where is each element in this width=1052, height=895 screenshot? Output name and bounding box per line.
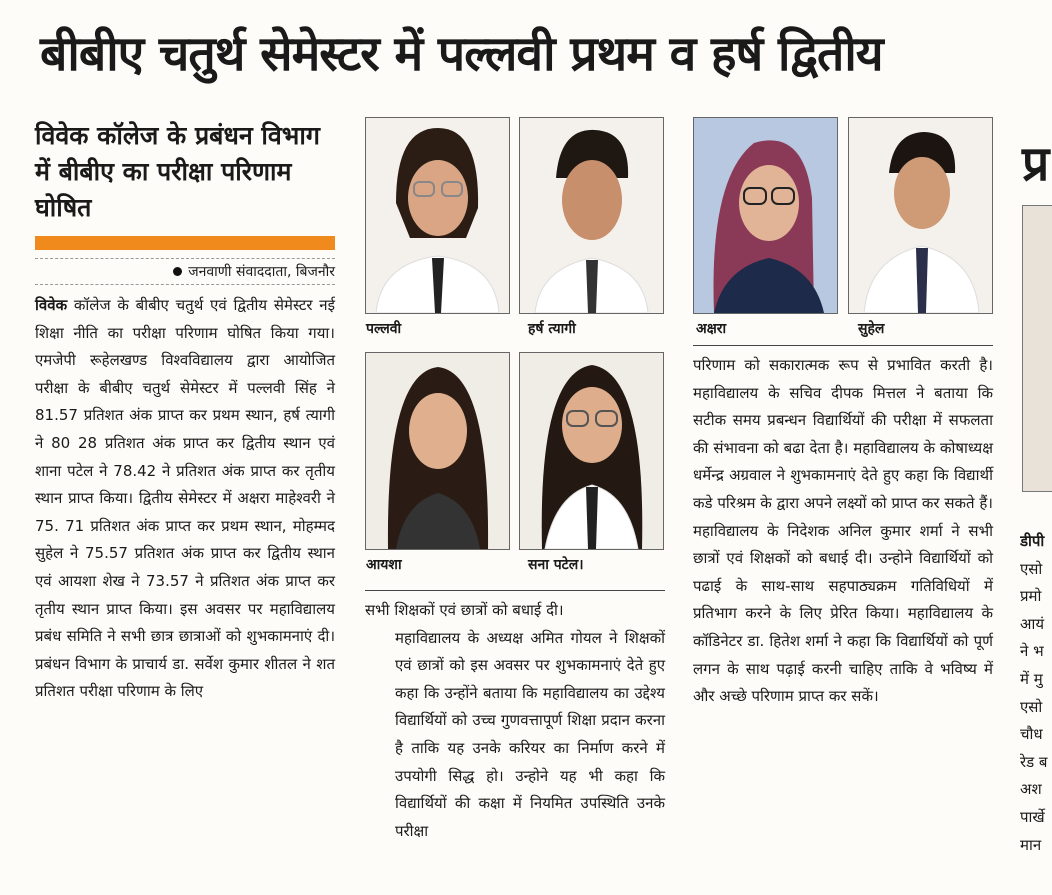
next-article-line: एसो <box>1020 559 1043 578</box>
photo-pallavi <box>365 117 510 314</box>
photo-harsh <box>519 117 664 314</box>
photo-ayesha <box>365 352 510 550</box>
byline <box>35 258 335 285</box>
column-1-text: कॉलेज के बीबीए चतुर्थ एवं द्वितीय सेमेस्टर नई शिक्षा नीति का परीक्षा परिणाम घोषित किया गया। एमजेपी रूहेलखण्ड विश्वविद्यालय द्वारा आयोजित परीक्षा के बीबीए चतुर्थ सेमेस्टर में पल्लवी सिंह ने 81.57 प्रतिशत अंक प्राप्त कर प्रथम स्थान, हर्ष त्यागी ने 80 28 प्रतिशत अंक प्राप्त कर द्वितीय स्थान एवं शाना पटेल ने 78.42 ने प्रतिशत अंक प्राप्त कर तृतीय स्थान प्राप्त किया। द्वितीय सेमेस्टर में अक्षरा माहेश्वरी ने 75. 71 प्रतिशत अंक प्राप्त कर प्रथम स्थान, मोहम्मद सुहेल ने 75.57 प्रतिशत अंक प्राप्त कर द्वितीय स्थान एवं आयशा शेख ने 73.57 ने प्रतिशत अंक प्राप्त कर तृतीय स्थान प्राप्त किया। इस अवसर पर महाविद्यालय प्रबंध समिति ने सभी छात्र छात्राओं को शुभकामनाएं दी। प्रबंधन विभाग के प्राचार्य डा. सर्वेश कुमार शीतल ने शत प्रतिशत परीक्षा परिणाम के लिए <box>35 296 335 701</box>
caption-pallavi: पल्लवी <box>366 321 402 337</box>
next-article-line: डीपी <box>1020 532 1045 550</box>
photo-suhel <box>848 117 993 314</box>
next-article-photo <box>1022 205 1052 492</box>
next-article-column <box>1020 528 1052 859</box>
photo-akshara <box>693 117 838 314</box>
article-column-2 <box>365 590 665 845</box>
next-article-line: अश <box>1020 780 1042 799</box>
headline: बीबीए चतुर्थ सेमेस्टर में पल्लवी प्रथम व हर्ष द्वितीय <box>40 26 883 82</box>
next-article-line: रेड ब <box>1020 752 1048 771</box>
column-2-para-1: सभी शिक्षकों एवं छात्रों को बधाई दी। <box>365 601 564 619</box>
caption-sana: सना पटेल। <box>528 557 584 573</box>
caption-akshara: अक्षरा <box>696 321 727 337</box>
next-article-line: पार्खे <box>1020 807 1045 826</box>
caption-ayesha: आयशा <box>366 557 402 573</box>
accent-bar <box>35 236 335 250</box>
column-3-text: परिणाम को सकारात्मक रूप से प्रभावित करती है। महाविद्यालय के सचिव दीपक मित्तल ने बताया कि सटीक समय प्रबन्धन विद्यार्थियों की परीक्षा में सफलता की संभावना को बढा देता है। महाविद्यालय के कोषाध्यक्ष धर्मेन्द्र अग्रवाल ने शुभकामनाएं देते हुए कहा कि विद्यार्थी कडे परिश्रम के द्वारा अपने लक्ष्यों को प्राप्त कर सकते हैं। महाविद्यालय के निदेशक अनिल कुमार शर्मा ने सभी छात्रों एवं शिक्षकों को बधाई दी। उन्होने विद्यार्थियों को पढाई के साथ-साथ सहपाठ्यक्रम गतिविधियों में प्रतिभाग करने के लिए प्रेरित किया। महाविद्यालय के कॉडिनेटर डा. हितेश शर्मा ने कहा कि विद्यार्थियों को पूर्ण लगन के साथ पढ़ाई करनी चाहिए ताकि वे भविष्य में और अच्छे परिणाम प्राप्त कर सकें। <box>693 356 993 706</box>
subheadline: विवेक कॉलेज के प्रबंधन विभाग में बीबीए का परीक्षा परिणाम घोषित <box>35 121 320 222</box>
article-column-3 <box>693 345 993 711</box>
bullet-icon <box>173 267 182 276</box>
lead-word: विवेक <box>35 296 68 314</box>
next-article-line: ने भ <box>1020 642 1044 661</box>
next-article-line: प्रमो <box>1020 587 1042 606</box>
next-article-headline: प्र <box>1022 136 1050 192</box>
article-column-1 <box>35 292 335 706</box>
byline-text: जनवाणी संवाददाता, बिजनौर <box>188 264 335 280</box>
next-article-line: चौध <box>1020 725 1043 744</box>
caption-harsh: हर्ष त्यागी <box>528 321 576 337</box>
caption-suhel: सुहेल <box>858 321 885 337</box>
column-2-para-2: महाविद्यालय के अध्यक्ष अमित गोयल ने शिक्षकों एवं छात्रों को इस अवसर पर शुभकामनाएं देते हुए कहा कि उन्होंने बताया कि महाविद्यालय का उद्देश्य विद्यार्थियों को उच्च गुणवत्तापूर्ण शिक्षा प्रदान करना है ताकि यह उनके करियर का निर्माण करने में उपयोगी सिद्ध हो। उन्होने यह भी कहा कि विद्यार्थियों की कक्षा में नियमित उपस्थिति उनके परीक्षा <box>395 628 665 840</box>
photo-sana <box>519 352 664 550</box>
next-article-line: में मु <box>1020 669 1043 688</box>
next-article-line: मान <box>1020 835 1042 854</box>
next-article-line: आयं <box>1020 614 1045 633</box>
next-article-line: एसो <box>1020 697 1043 716</box>
